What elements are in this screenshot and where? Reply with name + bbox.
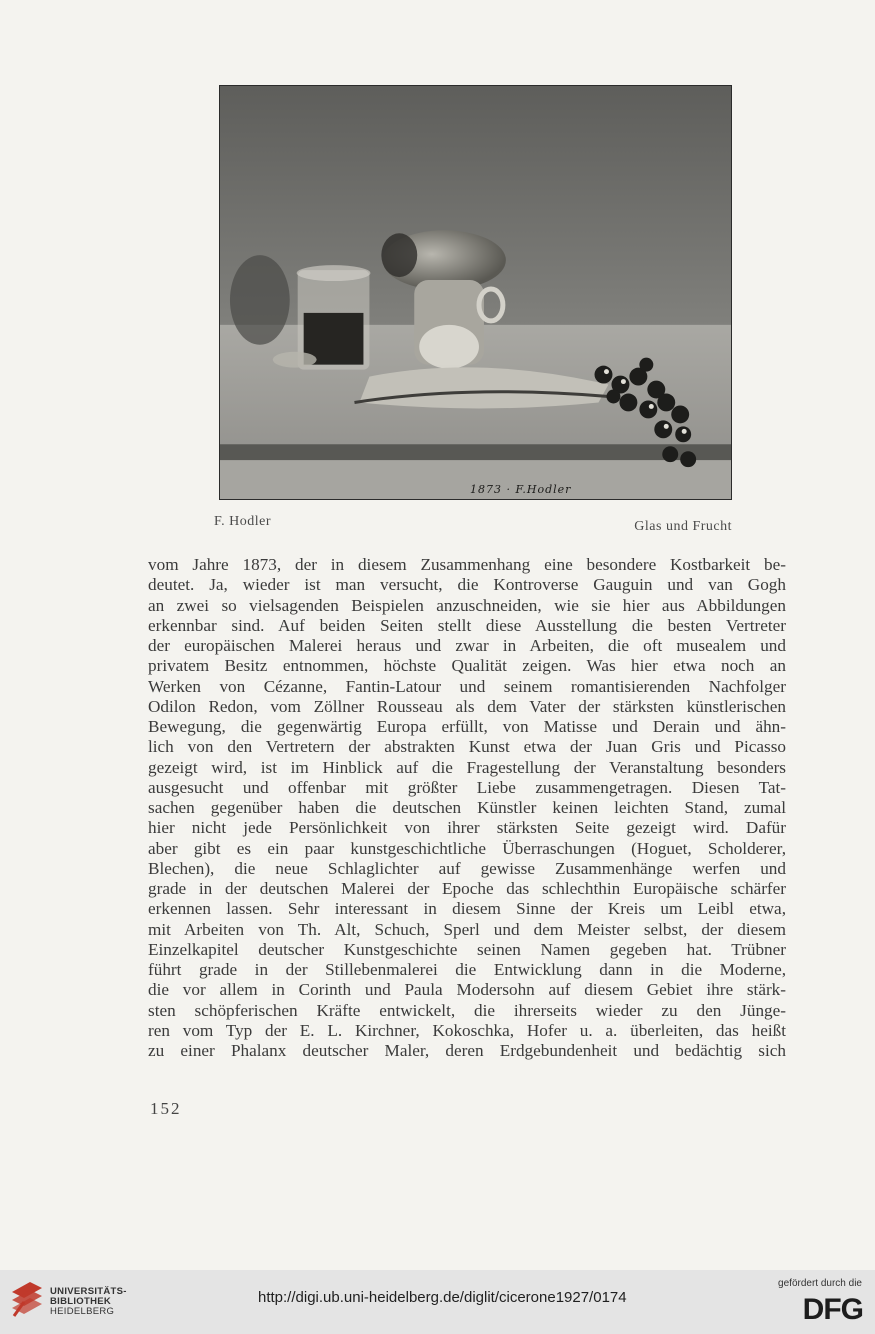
text-line: erkennen lassen. Sehr interessant in diesem Sinne der Kreis um Leibl etwa, [148,899,786,919]
text-line: mit Arbeiten von Th. Alt, Schuch, Sperl und dem Meister selbst, der diesem [148,919,786,939]
text-line: der europäischen Malerei heraus und zwar in Arbeiten, die oft musealem und [148,636,786,655]
university-library-logo-icon [10,1278,44,1322]
painting-signature: 1873 · F.Hodler [470,483,572,496]
page-number: 152 [150,1099,182,1118]
text-line: ausgesucht und offenbar mit größter Liebe zusammengetragen. Diesen Tat- [148,777,786,797]
text-line: sten schöpferischen Kräfte entwickelt, die ihrerseits wieder zu den Jünge- [148,1000,786,1020]
dfg-logo: DFG [802,1293,863,1326]
text-line: vom Jahre 1873, der in diesem Zusammenhang eine besondere Kostbarkeit be- [148,555,786,574]
text-line: privatem Besitz entnommen, höchste Qualität zeigen. Was hier etwa noch an [148,656,786,676]
body-paragraph [148,555,786,1061]
text-line: erkennbar sind. Auf beiden Seiten stellt diese Ausstellung die besten Vertreter [148,615,786,635]
footer-bar [0,1270,875,1334]
logo-line: HEIDELBERG [50,1306,115,1317]
text-line: Blechen), die neue Schlaglichter auf gewisse Zusammenhänge werfen und [148,858,786,878]
permalink-url[interactable]: http://digi.ub.uni-heidelberg.de/diglit/cicerone1927/0174 [258,1289,627,1306]
text-line: die vor allem in Corinth und Paula Modersohn auf diesem Gebiet ihre stärk- [148,980,786,1000]
text-line: grade in der deutschen Malerei der Epoche das schlechthin Europäische schärfer [148,879,786,898]
text-line: Bewegung, die gegenwärtig Europa erfüllt, von Matisse und Derain und ähn- [148,717,786,736]
text-line: Odilon Redon, vom Zöllner Rousseau als dem Vater der stärksten künstlerischen [148,696,786,716]
caption-title: Glas und Frucht [634,519,732,534]
text-line: aber gibt es ein paar kunstgeschichtliche Überraschungen (Hoguet, Scholderer, [148,838,786,858]
university-library-name [50,1287,127,1317]
caption-artist: F. Hodler [214,514,272,529]
text-line: an zwei so vielsagenden Beispielen anzuschneiden, wie sie hier aus Abbildungen [148,595,786,615]
text-line: ren vom Typ der E. L. Kirchner, Kokoschka, Hofer u. a. überleiten, das heißt [148,1020,786,1040]
text-line: führt grade in der Stillebenmalerei die Entwicklung dann in die Moderne, [148,960,786,979]
still-life-painting [220,86,731,499]
text-line: gezeigt wird, ist im Hinblick auf die Fragestellung der Veranstaltung besonders [148,757,786,777]
text-line: sachen gegenüber haben die deutschen Künstler keinen leichten Stand, zumal [148,798,786,817]
text-line: lich von den Vertretern der abstrakten Kunst etwa der Juan Gris und Picasso [148,737,786,757]
text-line: Werken von Cézanne, Fantin-Latour und seinem romantisierenden Nachfolger [148,676,786,696]
funding-note: gefördert durch die [778,1278,862,1289]
text-line: deutet. Ja, wieder ist man versucht, die Kontroverse Gauguin und van Gogh [148,575,786,595]
logo-line: UNIVERSITÄTS- [50,1286,127,1297]
painting-plate [219,85,732,500]
text-line: Einzelkapitel deutscher Kunstgeschichte seinen Namen gegeben hat. Trübner [148,939,786,959]
text-line: zu einer Phalanx deutscher Maler, deren Erdgebundenheit und bedächtig sich [148,1041,786,1060]
logo-line: BIBLIOTHEK [50,1296,112,1307]
text-line: hier nicht jede Persönlichkeit von ihrer stärksten Seite gezeigt wird. Dafür [148,818,786,838]
